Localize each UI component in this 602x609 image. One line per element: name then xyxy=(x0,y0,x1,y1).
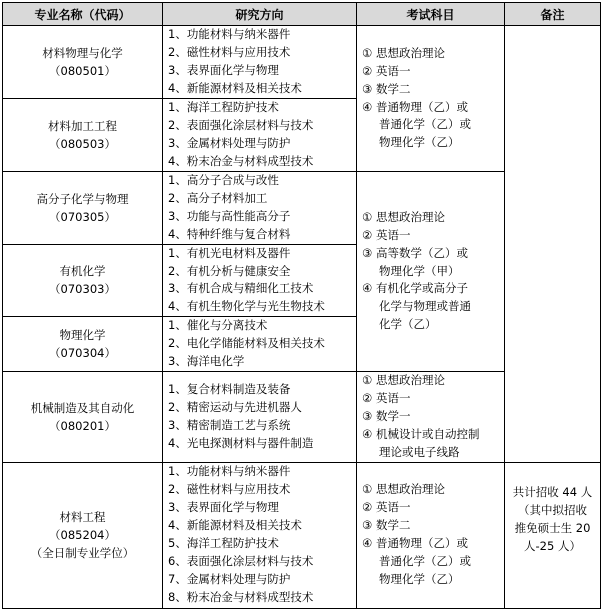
direction-cell xyxy=(163,462,357,608)
direction-item: 1、有机光电材料及器件 xyxy=(168,245,291,260)
direction-item: 4、光电探测材料与器件制造 xyxy=(168,435,314,450)
major-code: （070305） xyxy=(49,209,116,224)
major-cell xyxy=(3,244,163,317)
exam-line: ② 英语一 xyxy=(362,390,411,405)
exam-line: ③ 数学二 xyxy=(362,81,411,96)
major-code: （080201） xyxy=(49,418,116,433)
direction-item: 3、功能与高性能高分子 xyxy=(168,208,291,223)
exam-line: ④ 普通物理（乙）或 xyxy=(362,536,468,550)
exam-cell xyxy=(357,172,505,372)
major-cell xyxy=(3,317,163,372)
direction-item: 4、特种纤维与复合材料 xyxy=(168,226,291,241)
direction-item: 2、磁性材料与应用技术 xyxy=(168,482,291,497)
major-cell xyxy=(3,26,163,99)
note-blank-cell xyxy=(505,26,601,463)
direction-item: 3、表界面化学与物理 xyxy=(168,63,279,77)
exam-header: 考试科目 xyxy=(357,3,505,26)
direction-item: 3、金属材料处理与防护 xyxy=(168,136,291,150)
note-cell xyxy=(505,462,601,608)
direction-item: 6、表面强化涂层材料与技术 xyxy=(168,553,314,568)
exam-line: 理论或电子线路 xyxy=(379,444,460,459)
table-row xyxy=(3,462,601,608)
exam-line: 普通化学（乙）或 xyxy=(379,553,471,568)
major-name: 材料工程 xyxy=(59,510,106,524)
exam-line: 物理化学（乙） xyxy=(379,135,460,150)
direction-cell xyxy=(163,317,357,372)
major-name: 高分子化学与物理 xyxy=(36,191,129,206)
direction-item: 1、催化与分离技术 xyxy=(168,318,268,333)
exam-line: 化学与物理或普通 xyxy=(379,299,471,314)
major-cell xyxy=(3,99,163,172)
exam-line: ① 思想政治理论 xyxy=(362,45,445,60)
direction-item: 3、有机合成与精细化工技术 xyxy=(168,281,314,296)
direction-item: 1、高分子合成与改性 xyxy=(168,173,279,187)
exam-line: ② 英语一 xyxy=(362,63,411,78)
direction-header: 研究方向 xyxy=(163,3,357,26)
direction-item: 8、粉末冶金与材料成型技术 xyxy=(168,589,314,604)
direction-item: 2、电化学储能材料及相关技术 xyxy=(168,336,325,351)
exam-line: ④ 普通物理（乙）或 xyxy=(362,99,468,114)
direction-cell xyxy=(163,244,357,317)
header-row xyxy=(3,3,601,26)
direction-item: 4、粉末冶金与材料成型技术 xyxy=(168,153,314,168)
exam-line: ③ 高等数学（乙）或 xyxy=(362,245,468,260)
exam-line: 物理化学（乙） xyxy=(379,571,460,586)
note-line: 共计招收 44 人 xyxy=(512,484,593,499)
direction-item: 3、精密制造工艺与系统 xyxy=(168,417,291,432)
major-cell xyxy=(3,371,163,462)
major-header: 专业名称（代码） xyxy=(3,3,163,26)
direction-item: 3、海洋电化学 xyxy=(168,354,245,369)
exam-line: ① 思想政治理论 xyxy=(362,209,445,224)
direction-item: 2、精密运动与先进机器人 xyxy=(168,399,302,414)
exam-line: ③ 数学一 xyxy=(362,408,411,423)
direction-cell xyxy=(163,26,357,99)
major-cell xyxy=(3,172,163,245)
direction-item: 1、功能材料与纳米器件 xyxy=(168,27,291,42)
direction-item: 1、海洋工程防护技术 xyxy=(168,100,279,115)
direction-item: 3、表界面化学与物理 xyxy=(168,500,279,515)
exam-line: ① 思想政治理论 xyxy=(362,482,445,497)
direction-item: 2、高分子材料加工 xyxy=(168,190,268,205)
major-code: （070303） xyxy=(49,282,116,297)
major-code: （070304） xyxy=(49,346,116,361)
note-line: （其中拟招收 xyxy=(518,502,587,517)
exam-line: ④ 机械设计或自动控制 xyxy=(362,426,480,441)
major-code: （085204） xyxy=(49,528,116,542)
major-name: 材料加工工程 xyxy=(48,119,117,133)
exam-cell xyxy=(357,462,505,608)
note-line: 推免硕士生 20 xyxy=(514,520,591,535)
direction-item: 1、功能材料与纳米器件 xyxy=(168,464,291,479)
note-header: 备注 xyxy=(505,3,601,26)
direction-item: 5、海洋工程防护技术 xyxy=(168,536,279,550)
direction-item: 4、有机生物化学与光生物技术 xyxy=(168,299,325,314)
direction-cell xyxy=(163,99,357,172)
major-extra: （全日制专业学位） xyxy=(30,546,135,560)
direction-item: 1、复合材料制造及装备 xyxy=(168,381,291,396)
exam-line: ④ 有机化学或高分子 xyxy=(362,281,468,296)
direction-item: 2、磁性材料与应用技术 xyxy=(168,45,291,60)
table-row xyxy=(3,26,601,99)
exam-line: ② 英语一 xyxy=(362,500,411,515)
direction-item: 4、新能源材料及相关技术 xyxy=(168,518,302,533)
direction-item: 7、金属材料处理与防护 xyxy=(168,571,291,586)
exam-line: 化学（乙） xyxy=(379,317,437,332)
direction-item: 4、新能源材料及相关技术 xyxy=(168,80,302,95)
exam-cell xyxy=(357,371,505,462)
exam-line: ③ 数学二 xyxy=(362,518,411,533)
major-name: 有机化学 xyxy=(59,264,106,279)
direction-item: 2、表面强化涂层材料与技术 xyxy=(168,118,314,133)
exam-line: ② 英语一 xyxy=(362,227,411,242)
major-name: 物理化学 xyxy=(59,328,106,343)
major-code: （080503） xyxy=(49,137,116,151)
major-name: 材料物理与化学 xyxy=(42,46,123,60)
major-code: （080501） xyxy=(49,64,116,78)
exam-line: 普通化学（乙）或 xyxy=(379,117,471,132)
note-line: 人-25 人） xyxy=(524,538,581,553)
direction-cell xyxy=(163,172,357,245)
exam-cell xyxy=(357,26,505,172)
direction-item: 2、有机分析与健康安全 xyxy=(168,263,291,278)
major-name: 机械制造及其自动化 xyxy=(30,400,135,415)
major-cell xyxy=(3,462,163,608)
exam-line: ① 思想政治理论 xyxy=(362,372,445,387)
admissions-table xyxy=(2,2,601,609)
direction-cell xyxy=(163,371,357,462)
exam-line: 物理化学（甲） xyxy=(379,263,460,278)
